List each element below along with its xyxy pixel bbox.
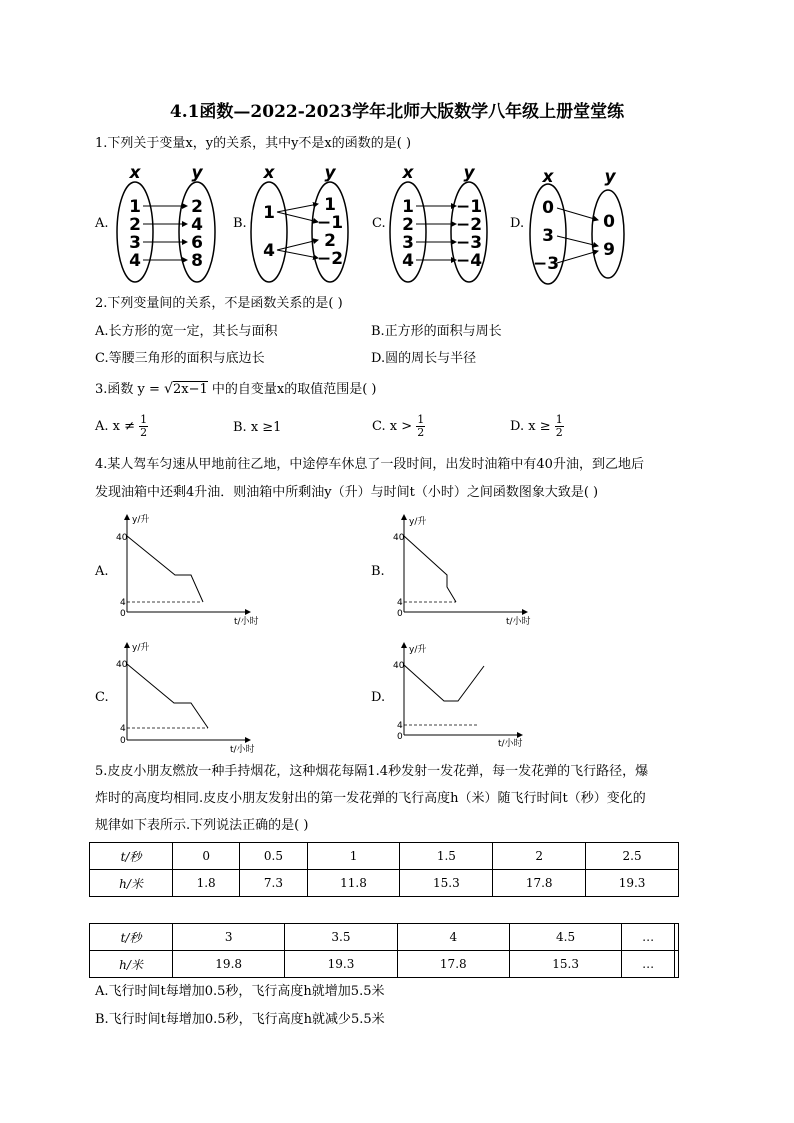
table-cell: 17.8 <box>397 951 509 978</box>
q1-diagram-d <box>530 167 624 284</box>
q3-option-a: A. x ≠ $\frac{1}{2}$ <box>95 413 148 439</box>
q4a-xlabel: t/小时 <box>234 617 259 627</box>
q3-option-c: C. x > $\frac{1}{2}$ <box>372 413 425 439</box>
q1b-left-1: 4 <box>263 241 275 261</box>
table-cell: 11.8 <box>307 870 400 897</box>
table-row <box>90 951 679 978</box>
q4-graph-a <box>116 513 259 627</box>
q4-label-a: A. <box>95 564 109 579</box>
q4-label-b: B. <box>371 564 385 579</box>
q3-stem <box>95 378 377 401</box>
q1b-y-label: y <box>324 163 336 183</box>
q4c-xlabel: t/小时 <box>230 745 255 755</box>
q1b-right-1: −1 <box>316 213 344 233</box>
t2-t-label: t/秒 <box>90 924 173 951</box>
q4c-ytick-4: 4 <box>120 724 126 734</box>
q5-table-2 <box>89 923 679 978</box>
q1-label-a: A. <box>95 216 109 231</box>
q4d-ytick-40: 40 <box>393 661 405 671</box>
q4c-ytick-40: 40 <box>116 660 128 670</box>
q4b-xlabel: t/小时 <box>506 617 531 627</box>
q4b-ytick-4: 4 <box>397 598 403 608</box>
q1-diagram-b <box>251 163 348 282</box>
table-cell: 1.5 <box>400 843 493 870</box>
q4c-origin: 0 <box>120 736 126 746</box>
q1d-left-0: 0 <box>542 198 554 218</box>
q1c-left-3: 4 <box>402 251 414 271</box>
q3-stem-pre: 3.函数 y = <box>95 382 165 397</box>
page-title: 4.1函数—2022-2023学年北师大版数学八年级上册堂堂练 <box>169 102 625 122</box>
table-cell: 0 <box>173 843 240 870</box>
q3-option-b: B. x ≥1 <box>233 420 282 435</box>
q2-option-a: A.长方形的宽一定，其长与面积 <box>95 324 278 339</box>
q4-label-c: C. <box>95 690 109 705</box>
q3-stem-post: 中的自变量x的取值范围是( ) <box>207 382 377 397</box>
q1a-left-1: 2 <box>129 215 141 235</box>
q2-option-c: C.等腰三角形的面积与底边长 <box>95 351 265 366</box>
q1a-left-0: 1 <box>129 197 141 217</box>
q4-line2: 发现油箱中还剩4升油．则油箱中所剩油y（升）与时间t（小时）之间函数图象大致是( ) <box>95 485 599 500</box>
table-cell: 17.8 <box>493 870 586 897</box>
table-row <box>90 870 679 897</box>
table-cell: 15.3 <box>400 870 493 897</box>
q1d-right-0: 0 <box>603 212 615 232</box>
q4d-origin: 0 <box>397 732 403 742</box>
q4-graph-c <box>116 641 255 755</box>
table-cell: 2 <box>493 843 586 870</box>
q1b-x-label: x <box>263 163 275 183</box>
q2-option-d: D.圆的周长与半径 <box>371 351 477 366</box>
table-cell: 1.8 <box>173 870 240 897</box>
q1c-right-0: −1 <box>455 197 483 217</box>
table-cell: 4 <box>397 924 509 951</box>
table-cell: … <box>622 924 675 951</box>
table-cell: 3 <box>173 924 285 951</box>
table-cell: 0.5 <box>240 843 307 870</box>
q1c-left-2: 3 <box>402 233 414 253</box>
q1c-right-2: −3 <box>455 233 483 253</box>
t1-h-label: h/米 <box>90 870 173 897</box>
t1-t-label: t/秒 <box>90 843 173 870</box>
q1a-left-3: 4 <box>129 251 141 271</box>
q4a-ytick-40: 40 <box>116 533 128 543</box>
table-cell: 4.5 <box>509 924 621 951</box>
q1c-x-label: x <box>402 163 414 183</box>
q5-table-1 <box>89 842 679 897</box>
q1b-right-3: −2 <box>316 249 344 269</box>
table-cell: … <box>622 951 675 978</box>
q1c-right-3: −4 <box>455 251 483 271</box>
q4c-ylabel: y/升 <box>132 643 150 653</box>
q1-label-c: C. <box>372 216 386 231</box>
q1a-right-1: 4 <box>191 215 203 235</box>
q1c-left-1: 2 <box>402 215 414 235</box>
q4-label-d: D. <box>371 690 386 705</box>
table-cell: 3.5 <box>285 924 397 951</box>
q5-line3: 规律如下表所示.下列说法正确的是( ) <box>95 818 309 833</box>
q1c-y-label: y <box>463 163 475 183</box>
q2-stem: 2.下列变量间的关系，不是函数关系的是( ) <box>95 296 343 311</box>
q2-option-b: B.正方形的面积与周长 <box>371 324 502 339</box>
table-cell <box>674 924 678 951</box>
t2-h-label: h/米 <box>90 951 173 978</box>
q4d-ylabel: y/升 <box>409 645 427 655</box>
q5-line1: 5.皮皮小朋友燃放一种手持烟花，这种烟花每隔1.4秒发射一发花弹，每一发花弹的飞行路径，爆 <box>95 764 649 779</box>
q3-option-d: D. x ≥ $\frac{1}{2}$ <box>510 413 563 439</box>
q4b-ytick-40: 40 <box>393 533 405 543</box>
table-cell: 19.8 <box>173 951 285 978</box>
q1d-left-1: 3 <box>542 226 554 246</box>
table-cell <box>674 951 678 978</box>
q1a-right-2: 6 <box>191 233 203 253</box>
table-row <box>90 924 679 951</box>
q1c-left-0: 1 <box>402 197 414 217</box>
q4a-ytick-4: 4 <box>120 598 126 608</box>
q4d-xlabel: t/小时 <box>498 739 523 749</box>
q1-stem: 1.下列关于变量x，y的关系，其中y不是x的函数的是( ) <box>95 136 412 151</box>
table-cell: 19.3 <box>285 951 397 978</box>
q1c-right-1: −2 <box>455 215 483 235</box>
q3-sqrt: √ <box>164 381 173 397</box>
q1-label-d: D. <box>510 216 525 231</box>
q1d-y-label: y <box>604 167 616 187</box>
q1a-y-label: y <box>191 163 203 183</box>
q5-option-a: A.飞行时间t每增加0.5秒，飞行高度h就增加5.5米 <box>95 984 385 999</box>
q1a-right-0: 2 <box>191 197 203 217</box>
q1a-x-label: x <box>129 163 141 183</box>
q4-line1: 4.某人驾车匀速从甲地前往乙地，中途停车休息了一段时间，出发时油箱中有40升油，到乙地后 <box>95 457 644 472</box>
q1d-left-2: −3 <box>532 254 560 274</box>
q4-graph-d <box>393 643 523 749</box>
q4a-ylabel: y/升 <box>132 515 150 525</box>
table-cell: 15.3 <box>509 951 621 978</box>
q1a-right-3: 8 <box>191 251 203 271</box>
table-cell: 7.3 <box>240 870 307 897</box>
q4d-ytick-4: 4 <box>397 721 403 731</box>
q1b-right-0: 1 <box>324 195 336 215</box>
q1a-left-2: 3 <box>129 233 141 253</box>
q5-option-b: B.飞行时间t每增加0.5秒，飞行高度h就减少5.5米 <box>95 1012 385 1027</box>
table-cell: 19.3 <box>586 870 679 897</box>
q1d-right-1: 9 <box>603 240 615 260</box>
q1b-left-0: 1 <box>263 203 275 223</box>
q4b-origin: 0 <box>397 609 403 619</box>
q1b-right-2: 2 <box>324 231 336 251</box>
q3-radicand: 2x−1 <box>172 382 208 397</box>
q1-label-b: B. <box>233 216 247 231</box>
q4a-origin: 0 <box>120 609 126 619</box>
q1-diagram-c <box>390 163 487 282</box>
table-cell: 2.5 <box>586 843 679 870</box>
q4-graphs <box>0 505 794 755</box>
q1-diagram-a <box>117 163 215 282</box>
q4b-ylabel: y/升 <box>409 517 427 527</box>
q1-mapping-diagrams <box>0 160 794 288</box>
table-row <box>90 843 679 870</box>
q5-line2: 炸时的高度均相同.皮皮小朋友发射出的第一发花弹的飞行高度h（米）随飞行时间t（秒）变化的 <box>95 791 646 806</box>
q1d-x-label: x <box>542 167 554 187</box>
table-cell: 1 <box>307 843 400 870</box>
q4-graph-b <box>393 515 531 627</box>
